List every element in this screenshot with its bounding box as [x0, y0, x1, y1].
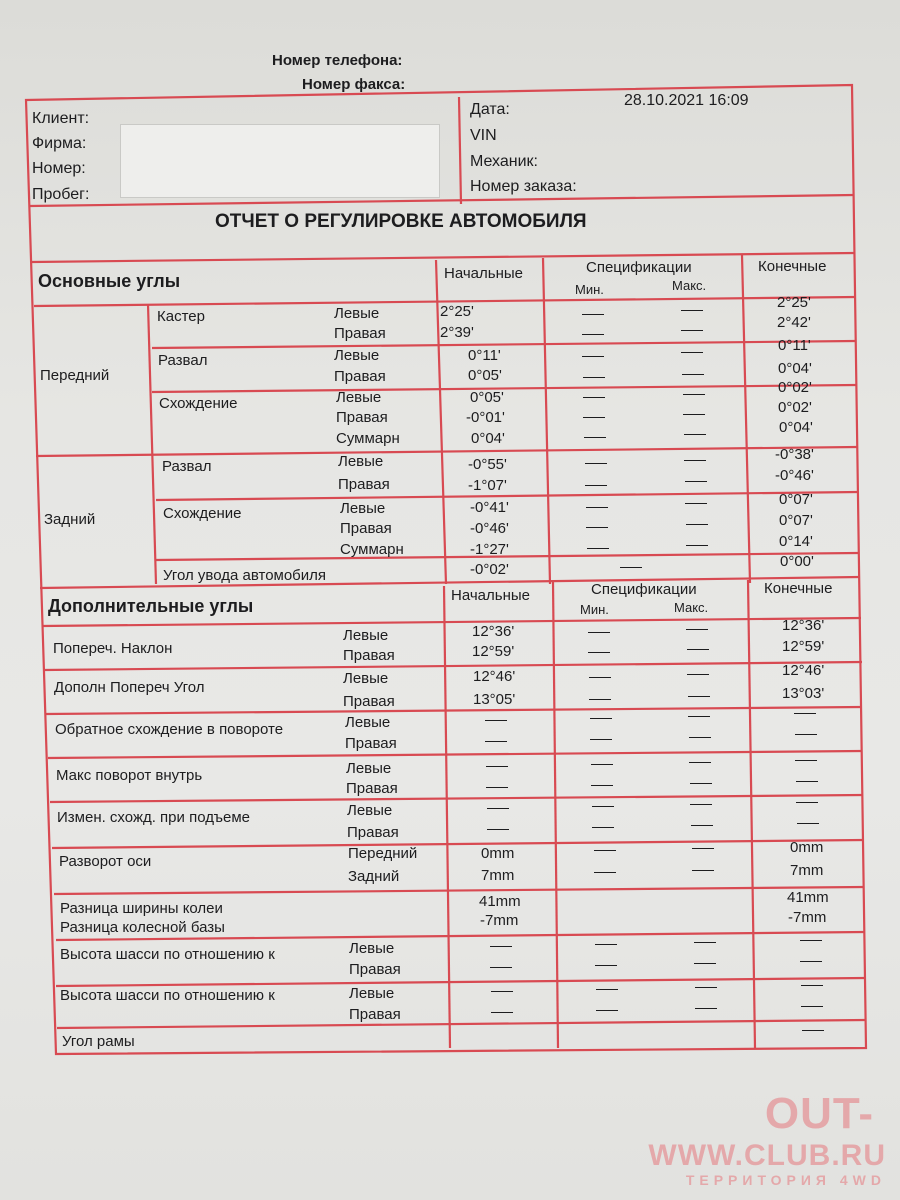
main-final-header: Конечные [758, 258, 827, 275]
extra-row-name: Попереч. Наклон [53, 640, 173, 657]
final-value: 0°04' [779, 419, 813, 436]
row-side-label: Левые [334, 347, 380, 364]
row-side-label: Правая [349, 961, 401, 978]
row-side-label: Правая [336, 409, 388, 426]
date-label: Дата: [470, 101, 510, 118]
final-value: 13°03' [782, 685, 825, 702]
rear-toe-label: Схождение [163, 505, 242, 522]
row-side-label: Правая [340, 520, 392, 537]
final-value: 0°00' [780, 553, 814, 570]
main-initial-header: Начальные [444, 265, 523, 282]
initial-value: -7mm [480, 912, 519, 929]
extra-max-header: Макс. [674, 600, 709, 615]
initial-value: 13°05' [473, 691, 516, 708]
initial-value: 0°05' [470, 389, 504, 406]
thrust-angle-label: Угол увода автомобиля [163, 567, 327, 584]
initial-value: 12°36' [472, 623, 515, 640]
final-value: 0°07' [779, 491, 813, 508]
initial-value: -0°41' [470, 499, 509, 516]
extra-final-header: Конечные [764, 580, 833, 597]
row-side-label: Левые [349, 985, 395, 1002]
extra-row-name: Обратное схождение в повороте [55, 721, 284, 738]
main-spec-header: Спецификации [586, 259, 692, 276]
row-side-label: Правая [338, 476, 390, 493]
initial-value: 0°04' [471, 430, 505, 447]
row-side-label: Левые [347, 802, 393, 819]
row-side-label: Левые [340, 500, 386, 517]
final-value: 0°07' [779, 512, 813, 529]
row-side-label: Передний [348, 845, 418, 862]
phone-label: Номер телефона: [272, 52, 403, 69]
initial-value: 7mm [481, 867, 515, 884]
front-camber-label: Развал [158, 352, 208, 369]
final-value: 7mm [790, 862, 824, 879]
row-side-label: Левые [343, 670, 389, 687]
final-value: -0°38' [775, 446, 814, 463]
final-value: 12°36' [782, 617, 825, 634]
final-value: 0°02' [778, 379, 812, 396]
rear-camber-label: Развал [162, 458, 212, 475]
initial-value: -1°27' [470, 541, 509, 558]
initial-value: 12°59' [472, 643, 515, 660]
mechanic-label: Механик: [470, 153, 538, 170]
report-title: ОТЧЕТ О РЕГУЛИРОВКЕ АВТОМОБИЛЯ [215, 211, 587, 232]
initial-value: 12°46' [473, 668, 516, 685]
final-value: 0°11' [778, 337, 811, 354]
initial-value: 0°05' [468, 367, 502, 384]
row-side-label: Суммарн [336, 430, 400, 447]
row-side-label: Суммарн [340, 541, 404, 558]
caster-label: Кастер [157, 308, 205, 325]
initial-value: -0°55' [468, 456, 507, 473]
main-max-header: Макс. [672, 278, 707, 293]
extra-section-title: Дополнительные углы [48, 596, 254, 616]
final-value: 12°46' [782, 662, 825, 679]
extra-row-name: Разница ширины колеи [60, 900, 223, 917]
final-value: -0°46' [775, 467, 814, 484]
extra-row-name: Макс поворот внутрь [56, 767, 203, 784]
initial-value: 0mm [481, 845, 515, 862]
fax-label: Номер факса: [302, 76, 406, 93]
row-side-label: Правая [349, 1006, 401, 1023]
front-toe-label: Схождение [159, 395, 238, 412]
redacted-client-info [120, 124, 440, 198]
mileage-label: Пробег: [32, 186, 90, 203]
extra-row-name: Дополн Попереч Угол [54, 679, 205, 696]
rear-axle-label: Задний [44, 511, 96, 528]
final-value: 41mm [787, 889, 829, 906]
row-side-label: Правая [345, 735, 397, 752]
final-value: -7mm [788, 909, 827, 926]
initial-value: -1°07' [468, 477, 507, 494]
final-value: 2°25' [777, 294, 811, 311]
final-value: 12°59' [782, 638, 825, 655]
final-value: 0°02' [778, 399, 812, 416]
extra-row-name: Высота шасси по отношению к [60, 987, 275, 1004]
row-side-label: Правая [334, 325, 386, 342]
watermark-url: WWW.CLUB.RU [648, 1139, 886, 1172]
client-label: Клиент: [32, 110, 90, 127]
date-value: 28.10.2021 16:09 [624, 92, 749, 109]
extra-spec-header: Спецификации [591, 581, 697, 598]
row-side-label: Левые [336, 389, 382, 406]
initial-value: -0°02' [470, 561, 509, 578]
row-side-label: Левые [338, 453, 384, 470]
row-side-label: Правая [334, 368, 386, 385]
initial-value: 2°25' [440, 303, 474, 320]
extra-row-name: Измен. схожд. при подъеме [57, 809, 251, 826]
row-side-label: Правая [343, 693, 395, 710]
row-side-label: Задний [348, 868, 400, 885]
extra-row-name: Угол рамы [62, 1033, 135, 1050]
firm-label: Фирма: [32, 135, 87, 152]
row-side-label: Левые [349, 940, 395, 957]
extra-row-name-2: Разница колесной базы [60, 919, 225, 936]
row-side-label: Левые [346, 760, 392, 777]
watermark-logo: OUT- [764, 1089, 874, 1138]
final-value: 0°04' [778, 360, 812, 377]
row-side-label: Правая [347, 824, 399, 841]
row-side-label: Левые [345, 714, 391, 731]
vin-label: VIN [470, 127, 497, 144]
extra-row-name: Разворот оси [59, 853, 152, 870]
row-side-label: Левые [343, 627, 389, 644]
final-value: 2°42' [777, 314, 811, 331]
initial-value: 0°11' [468, 347, 501, 364]
number-label: Номер: [32, 160, 86, 177]
main-section-title: Основные углы [38, 271, 181, 291]
initial-value: 41mm [479, 893, 521, 910]
extra-row-name: Высота шасси по отношению к [60, 946, 275, 963]
extra-initial-header: Начальные [451, 587, 530, 604]
initial-value: -0°01' [466, 409, 505, 426]
initial-value: 2°39' [440, 324, 474, 341]
watermark-tagline: ТЕРРИТОРИЯ 4WD [685, 1172, 886, 1188]
extra-min-header: Мин. [580, 602, 609, 617]
final-value: 0°14' [779, 533, 813, 550]
main-min-header: Мин. [575, 282, 604, 297]
order-number-label: Номер заказа: [470, 178, 577, 195]
row-side-label: Правая [346, 780, 398, 797]
initial-value: -0°46' [470, 520, 509, 537]
row-side-label: Правая [343, 647, 395, 664]
front-axle-label: Передний [40, 367, 110, 384]
final-value: 0mm [790, 839, 824, 856]
row-side-label: Левые [334, 305, 380, 322]
